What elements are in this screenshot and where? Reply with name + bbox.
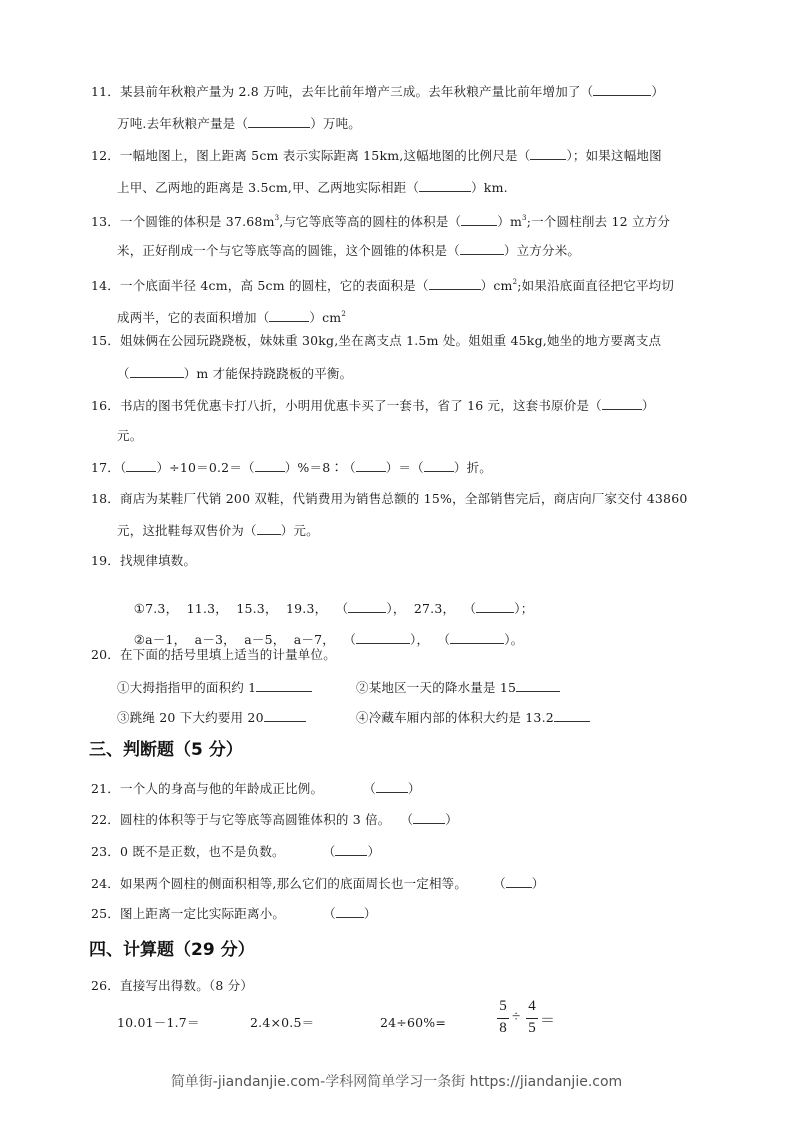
question-text: ①7.3， 11.3， 15.3， 19.3， （: [133, 601, 349, 616]
question-text: ）， （: [410, 632, 451, 647]
judgment-item-25: [91, 905, 377, 922]
question-text: ②a－1， a－3， a－5， a－7， （: [133, 632, 357, 647]
question-14-line2: [117, 306, 346, 326]
paren-close: ）: [367, 844, 381, 859]
question-text: ）%＝8∶（: [284, 460, 356, 475]
equals-sign: ＝: [540, 1013, 556, 1029]
calc-expr-3: 24÷60%=: [380, 1015, 447, 1030]
question-text: ）km.: [471, 180, 508, 195]
question-text: ）；: [514, 601, 534, 616]
question-text: 23．0 既不是正数，也不是负数。: [91, 844, 285, 859]
answer-blank[interactable]: [602, 397, 642, 410]
question-text: ）；如果这幅地图: [566, 148, 662, 163]
question-text: 14．一个底面半径 4cm，高 5cm 的圆柱，它的表面积是（: [91, 278, 429, 293]
question-12-line1: [91, 147, 662, 164]
divide-sign: ÷: [512, 1009, 521, 1025]
paren-open: （: [323, 906, 336, 921]
question-text: 25．图上距离一定比实际距离小。: [91, 906, 286, 921]
question-11-line2: [117, 115, 361, 132]
judgment-item-23: [91, 843, 380, 860]
answer-blank[interactable]: [356, 631, 410, 644]
calc-expr-2: 2.4×0.5＝: [250, 1015, 315, 1030]
question-19-title: [91, 553, 196, 569]
question-text: 20．在下面的括号里填上适当的计量单位。: [91, 647, 336, 662]
question-text: 17．（: [91, 460, 127, 475]
question-11-line1: [91, 83, 664, 100]
question-text: 18．商店为某鞋厂代销 200 双鞋，代销费用为销售总额的 15%，全部销售完后，商店向厂家交付 43860: [91, 491, 688, 506]
denominator: 8: [499, 1020, 507, 1036]
question-text: ④冷藏车厢内部的体积大约是 13.2: [356, 710, 554, 725]
question-text: 万吨.去年秋粮产量是（: [117, 116, 249, 131]
question-text: ;如果沿底面直径把它平均切: [517, 278, 675, 293]
answer-blank[interactable]: [530, 147, 566, 160]
question-text: 元，这批鞋每双售价为（: [117, 523, 257, 538]
answer-blank[interactable]: [516, 679, 560, 692]
question-text: ;一个圆柱削去 12 立方分: [526, 214, 671, 229]
denominator: 5: [528, 1020, 536, 1036]
question-text: 24．如果两个圆柱的侧面积相等,那么它们的底面周长也一定相等。: [91, 876, 468, 891]
fraction-bar: [497, 1018, 509, 1019]
answer-blank[interactable]: [348, 600, 386, 613]
paren-open: （: [493, 876, 506, 891]
question-text: ③跳绳 20 下大约要用 20: [117, 710, 264, 725]
question-13-line2: [117, 242, 580, 259]
question-18-line1: [91, 491, 688, 507]
question-text: ）cm: [480, 278, 513, 293]
paren-open: （: [363, 781, 376, 796]
numerator: 5: [499, 998, 507, 1014]
question-text: ,与它等底等高的圆柱的体积是（: [279, 214, 462, 229]
answer-blank[interactable]: [419, 179, 471, 192]
question-text: ）万吨。: [310, 116, 361, 131]
paren-close: ）: [363, 906, 377, 921]
question-26-title: [91, 978, 253, 994]
answer-blank[interactable]: [257, 522, 281, 535]
answer-blank[interactable]: [554, 709, 590, 722]
question-text: 上甲、乙两地的距离是 3.5cm,甲、乙两地实际相距（: [117, 180, 420, 195]
question-text: ②某地区一天的降水量是 15: [356, 680, 517, 695]
question-text: ）＝（: [385, 460, 424, 475]
answer-blank[interactable]: [269, 309, 309, 322]
question-text: 26．直接写出得数。（8 分）: [91, 978, 254, 993]
question-15-line1: [91, 333, 661, 349]
question-text: 22．圆柱的体积等于与它等底等高圆锥体积的 3 倍。: [91, 812, 391, 827]
answer-blank[interactable]: [460, 242, 504, 255]
calc-expr-4-fraction-division: [497, 998, 567, 1044]
superscript: 2: [341, 310, 347, 318]
question-15-line2: [117, 365, 352, 382]
question-text: ）m: [497, 214, 523, 229]
answer-blank[interactable]: [413, 811, 445, 824]
question-20-item4: [356, 709, 590, 726]
paren-open: （: [117, 366, 130, 381]
answer-blank[interactable]: [424, 459, 454, 472]
superscript: 2: [512, 278, 518, 286]
superscript: 3: [274, 214, 280, 222]
answer-blank[interactable]: [376, 780, 408, 793]
judgment-item-22: [91, 811, 458, 828]
question-text: ）cm: [309, 310, 342, 325]
question-text: 19．找规律填数。: [91, 553, 197, 568]
question-text: 21．一个人的身高与他的年龄成正比例。: [91, 781, 324, 796]
answer-blank[interactable]: [476, 600, 514, 613]
answer-blank[interactable]: [461, 213, 497, 226]
question-text: 11．某县前年秋粮产量为 2.8 万吨，去年比前年增产三成。去年秋粮产量比前年增加了（: [91, 84, 594, 99]
question-20-item1: [117, 679, 312, 696]
question-12-line2: [117, 179, 508, 196]
question-text: ）， 27.3， （: [386, 601, 477, 616]
paren-close: ）: [641, 398, 655, 413]
section-4-title: 四、计算题（29 分）: [89, 940, 255, 960]
answer-blank[interactable]: [248, 115, 310, 128]
question-13-line1: [91, 210, 670, 230]
answer-blank[interactable]: [126, 459, 156, 472]
answer-blank[interactable]: [264, 709, 306, 722]
question-text: ）折。: [453, 460, 492, 475]
paren-open: （: [400, 812, 414, 827]
question-20-title: [91, 647, 336, 663]
paren-close: ）: [407, 781, 421, 796]
question-16-line2: [117, 428, 142, 444]
question-text: 13．一个圆锥的体积是 37.68m: [91, 214, 275, 229]
question-text: 成两半，它的表面积增加（: [117, 310, 270, 325]
answer-blank[interactable]: [130, 365, 184, 378]
paren-close: ）: [445, 812, 458, 827]
answer-blank[interactable]: [429, 277, 481, 290]
question-text: 16．书店的图书凭优惠卡打八折，小明用优惠卡买了一套书，省了 16 元，这套书原价是（: [91, 398, 602, 413]
question-20-item3: [117, 709, 306, 726]
question-text: ）m 才能保持跷跷板的平衡。: [183, 366, 353, 381]
fraction-bar: [526, 1018, 538, 1019]
question-18-line2: [117, 522, 319, 539]
answer-blank[interactable]: [506, 875, 532, 888]
numerator: 4: [528, 998, 536, 1014]
answer-blank[interactable]: [450, 631, 504, 644]
paren-close: ）: [651, 84, 665, 99]
question-text: ①大拇指指甲的面积约 1: [117, 680, 257, 695]
superscript: 3: [522, 214, 527, 222]
answer-blank[interactable]: [256, 679, 312, 692]
question-text: ）。: [504, 632, 524, 647]
question-17: [91, 459, 492, 476]
judgment-item-24: [91, 875, 545, 892]
answer-blank[interactable]: [336, 905, 364, 918]
paren-open: （: [322, 844, 336, 859]
section-3-title: 三、判断题（5 分）: [89, 740, 243, 760]
question-text: 米，正好削成一个与它等底等高的圆锥，这个圆锥的体积是（: [117, 243, 460, 258]
question-text: 12．一幅地图上，图上距离 5cm 表示实际距离 15km,这幅地图的比例尺是（: [91, 148, 531, 163]
answer-blank[interactable]: [356, 459, 386, 472]
footer-watermark: 简单街-jiandanjie.com-学科网简单学习一条街 https://jiandanjie.com: [170, 1074, 623, 1090]
question-text: 元。: [117, 428, 143, 443]
paren-close: ）: [531, 876, 545, 891]
question-text: ）元。: [280, 523, 319, 538]
question-14-line1: [91, 274, 674, 294]
question-text: ）立方分米。: [503, 243, 581, 258]
question-text: ）÷10＝0.2＝（: [156, 460, 255, 475]
answer-blank[interactable]: [593, 83, 651, 96]
question-20-item2: [356, 679, 560, 696]
judgment-item-21: [91, 780, 421, 797]
answer-blank[interactable]: [335, 843, 367, 856]
answer-blank[interactable]: [255, 459, 285, 472]
question-text: 15．姐妹俩在公园玩跷跷板，妹妹重 30kg,坐在离支点 1.5m 处。姐姐重 45kg,她坐的地方要离支点: [91, 333, 662, 348]
question-16-line1: [91, 397, 655, 414]
calc-expr-1: 10.01－1.7＝: [117, 1015, 200, 1030]
